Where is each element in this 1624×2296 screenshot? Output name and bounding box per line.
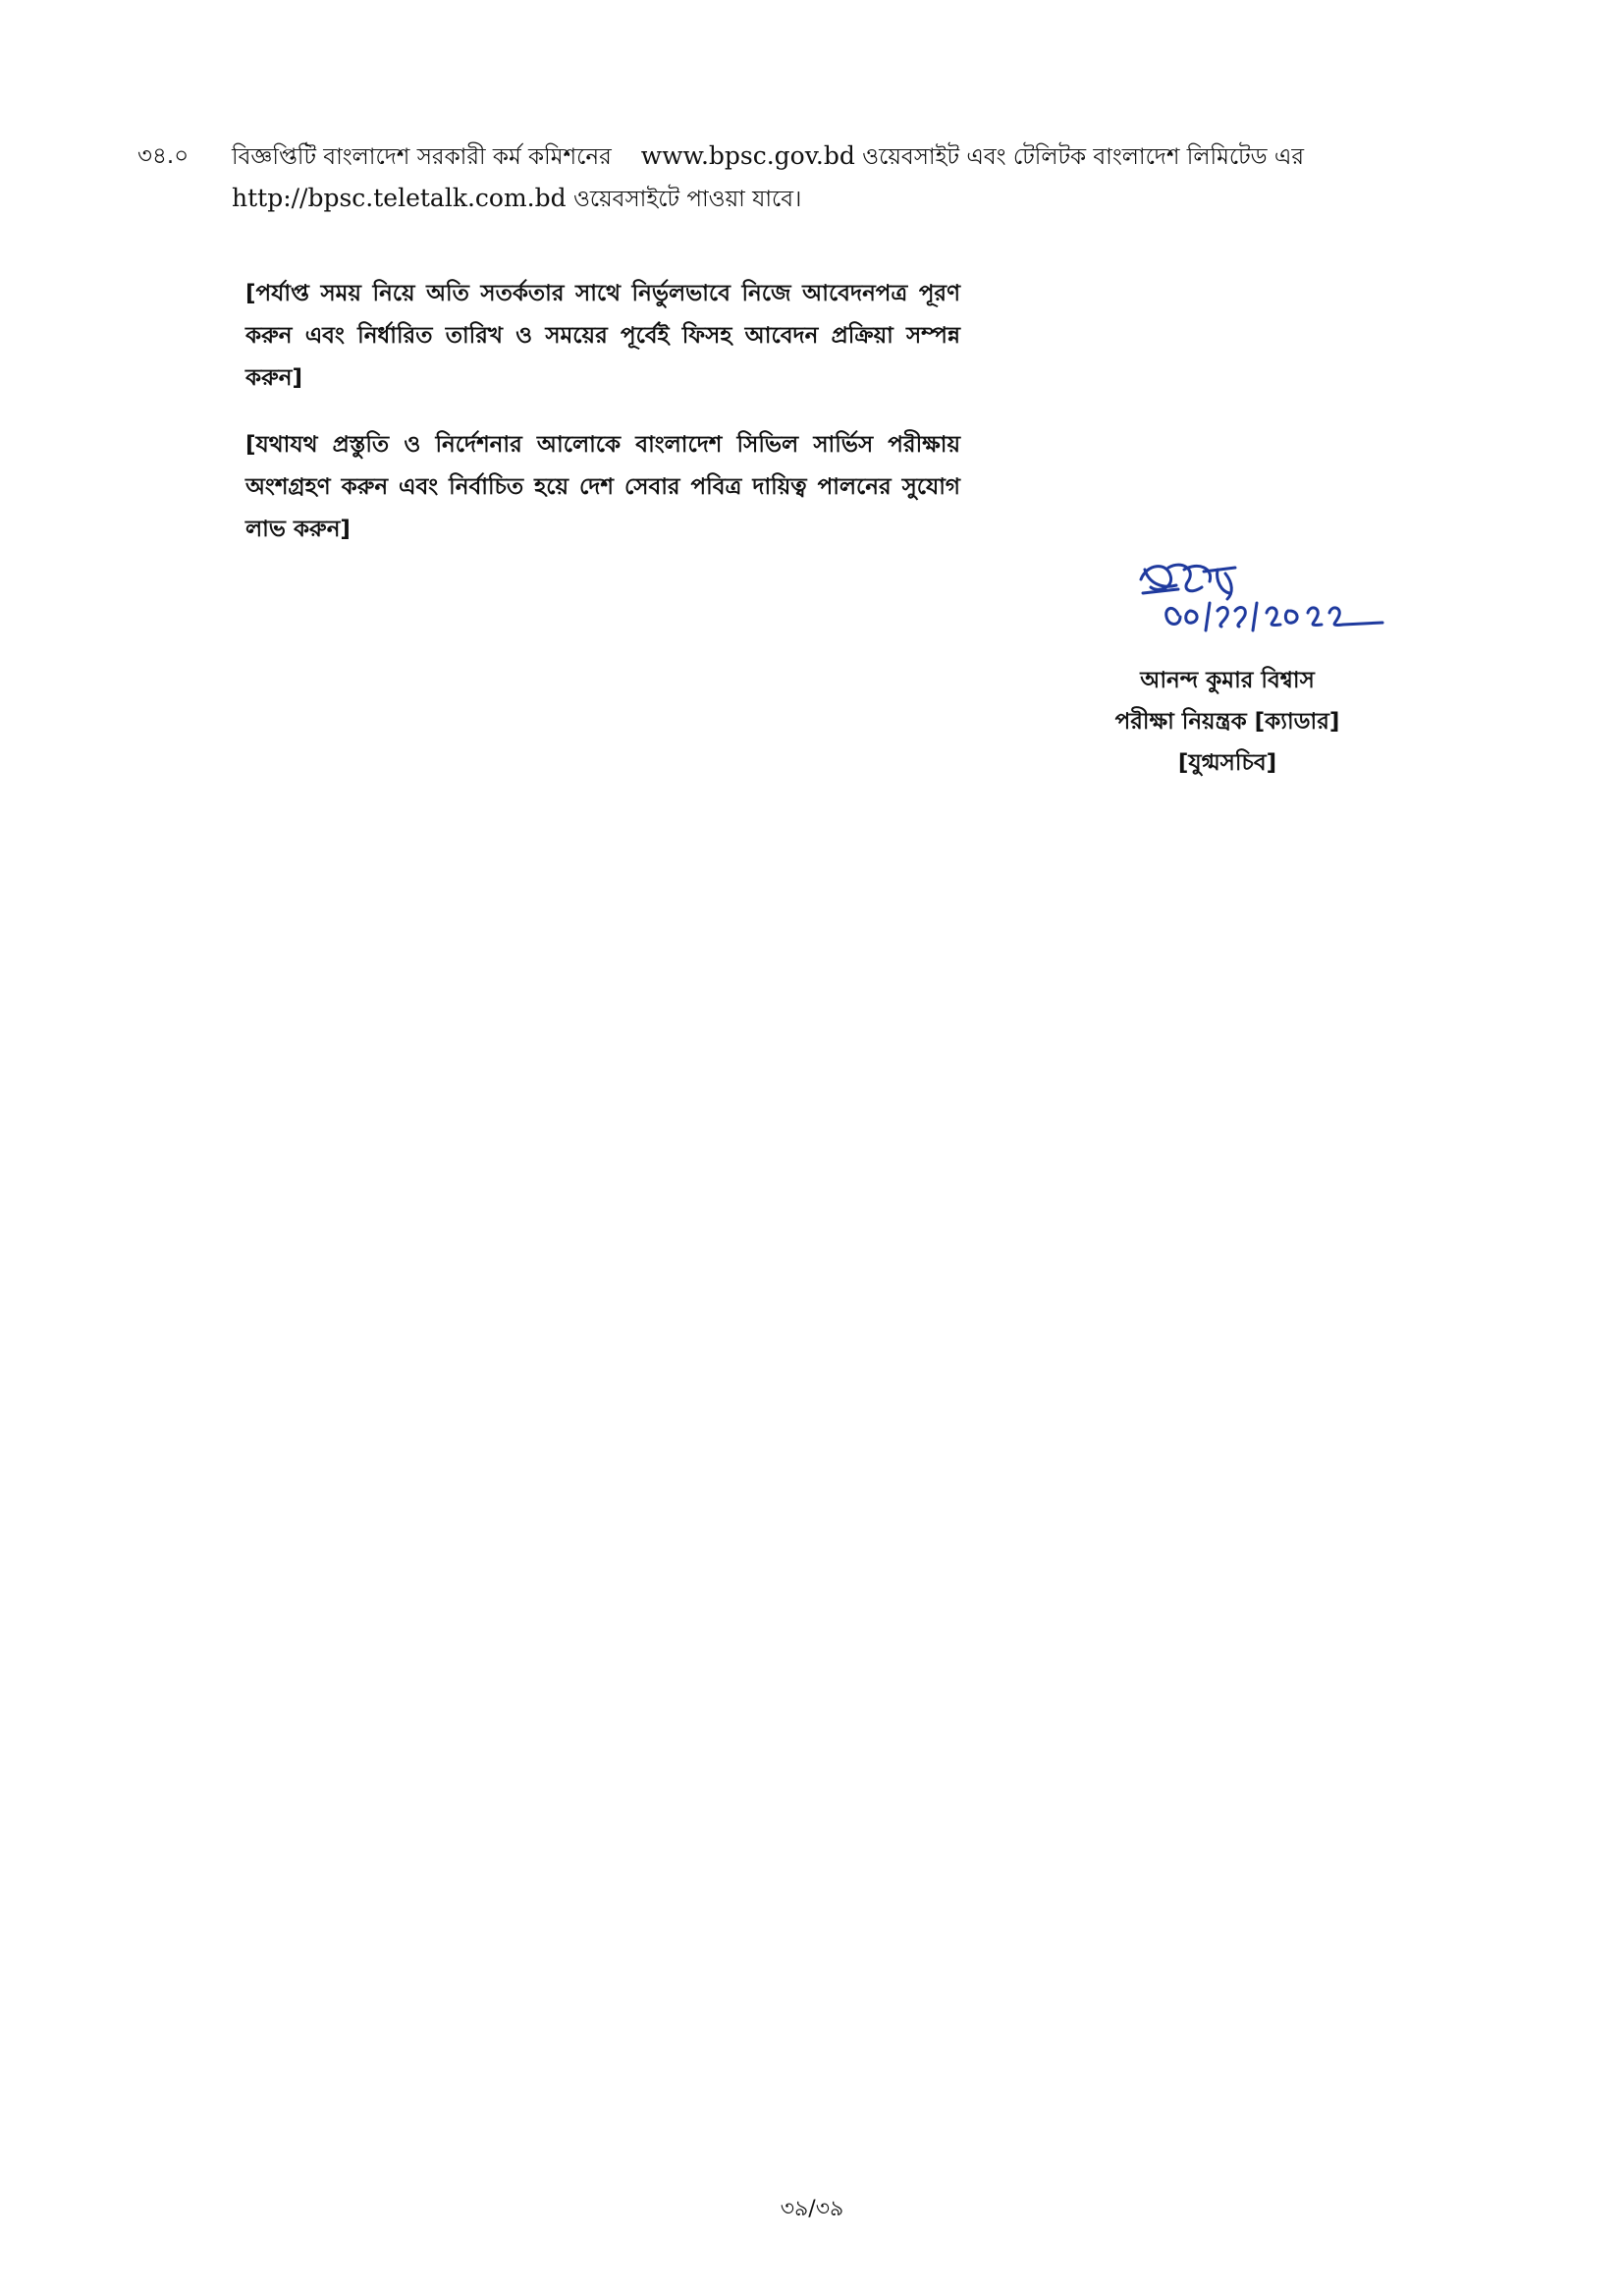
instruction-note-application: [পর্যাপ্ত সময় নিয়ে অতি সতর্কতার সাথে নির্ভুলভাবে নিজে আবেদনপত্র পূরণ করুন এবং নির্ধারিত তারিখ ও সময়ের পূর্বেই ফিসহ আবেদন প্রক্রিয়া সম্পন্ন করুন] <box>245 281 960 391</box>
handwritten-signature <box>1119 550 1453 658</box>
signatory-block <box>1060 660 1394 784</box>
signatory-rank: [যুগ্মসচিব] <box>1177 750 1277 776</box>
page-number: ৩৯/৩৯ <box>780 2197 844 2221</box>
clause-body <box>232 136 1489 220</box>
clause-text-continued: ওয়েবসাইট এবং টেলিটক বাংলাদেশ লিমিটেড এর <box>862 144 1305 170</box>
clause-number: ৩৪.০ <box>137 143 189 169</box>
bpsc-website-link[interactable]: www.bpsc.gov.bd <box>640 141 855 170</box>
signatory-designation: পরীক্ষা নিয়ন্ত্রক [ক্যাডার] <box>1114 709 1340 735</box>
signature-ink <box>1141 565 1382 630</box>
instruction-note-preparation: [যথাযথ প্রস্তুতি ও নির্দেশনার আলোকে বাংলাদেশ সিভিল সার্ভিস পরীক্ষায় অংশগ্রহণ করুন এবং নির্বাচিত হয়ে দেশ সেবার পবিত্র দায়িত্ব পালনের সুযোগ লাভ করুন] <box>245 432 960 542</box>
teletalk-website-link[interactable]: http://bpsc.teletalk.com.bd <box>232 184 567 212</box>
clause-text-end: ওয়েবসাইটে পাওয়া যাবে। <box>572 187 802 212</box>
signatory-name: আনন্দ কুমার বিশ্বাস <box>1140 668 1315 693</box>
clause-text: বিজ্ঞপ্তিটি বাংলাদেশ সরকারী কর্ম কমিশনের <box>232 144 612 170</box>
